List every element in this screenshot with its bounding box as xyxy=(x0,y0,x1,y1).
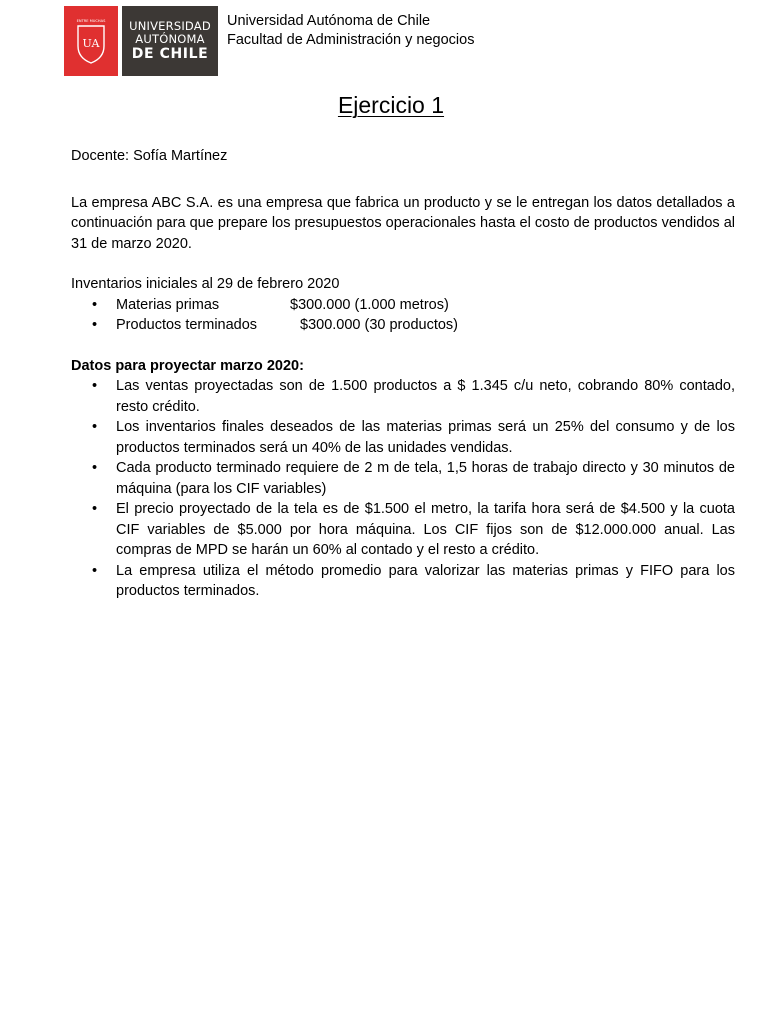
logo-wordmark xyxy=(122,6,218,76)
teacher-line: Docente: Sofía Martínez xyxy=(71,148,228,164)
university-name: Universidad Autónoma de Chile xyxy=(227,13,431,29)
document-body xyxy=(71,146,735,602)
logo-badge-small-text: ENTRE MUCHAS xyxy=(76,19,106,23)
list-item: • Los inventarios finales deseados de las materias primas será un 25% del consumo y de los productos terminados será un 40% de las unidades vendidas. xyxy=(71,417,735,458)
inventories-heading: Inventarios iniciales al 29 de febrero 2020 xyxy=(71,276,340,292)
list-item: • Las ventas proyectadas son de 1.500 productos a $ 1.345 c/u neto, cobrando 80% contado, resto crédito. xyxy=(71,376,735,417)
intro-paragraph: La empresa ABC S.A. es una empresa que fabrica un producto y se le entregan los datos detallados a continuación para que prepare los presupuestos operacionales hasta el costo de productos vendidos al 31 de marzo 2020. xyxy=(71,194,735,252)
list-item xyxy=(71,295,735,316)
university-logo xyxy=(64,6,218,76)
projection-list xyxy=(71,376,735,602)
logo-wordmark-line1: UNIVERSIDAD xyxy=(129,19,211,33)
logo-wordmark-line2: AUTÓNOMA xyxy=(135,32,205,46)
list-item: • La empresa utiliza el método promedio para valorizar las materias primas y FIFO para los productos terminados. xyxy=(71,561,735,602)
logo-badge-panel xyxy=(64,6,118,76)
inventories-list xyxy=(71,295,735,336)
projection-heading: Datos para proyectar marzo 2020: xyxy=(71,357,304,374)
shield-icon xyxy=(64,6,118,76)
list-item: • Cada producto terminado requiere de 2 m de tela, 1,5 horas de trabajo directo y 30 minutos de máquina (para los CIF variables) xyxy=(71,458,735,499)
logo-wordmark-line3: DE CHILE xyxy=(131,46,209,62)
inventory-label: Productos terminados xyxy=(116,317,258,333)
logo-badge-text: UA xyxy=(82,37,100,50)
faculty-name: Facultad de Administración y negocios xyxy=(227,32,475,48)
list-item xyxy=(71,315,735,336)
list-item: • El precio proyectado de la tela es de $1.500 el metro, la tarifa hora será de $4.500 y la cuota CIF variables de $5.000 por hora máquina. Los CIF fijos son de $12.000.000 anual. Las compras de MPD se harán un 60% al contado y el resto a crédito. xyxy=(71,499,735,561)
inventory-value: $300.000 (1.000 metros) xyxy=(290,296,449,313)
document-header xyxy=(227,12,474,50)
inventory-value: $300.000 (30 productos) xyxy=(300,317,458,333)
page-title: Ejercicio 1 xyxy=(337,92,445,118)
inventory-label: Materias primas xyxy=(116,296,220,313)
